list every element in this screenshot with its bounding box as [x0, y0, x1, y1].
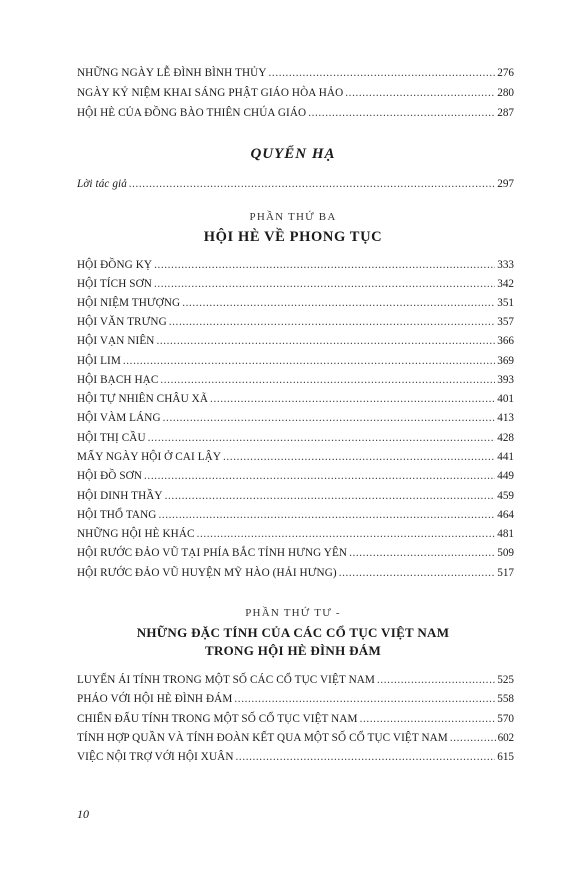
toc-entry: [77, 315, 514, 329]
toc-entry-page: 441: [497, 451, 514, 463]
toc-entry: [77, 277, 514, 291]
toc-entry-page: 428: [497, 432, 514, 444]
toc-entry-label: HỘI NIỆM THƯỢNG: [77, 297, 181, 309]
toc-entry-page: 459: [497, 490, 514, 502]
dot-leader: [163, 411, 496, 425]
toc-entry: [77, 106, 514, 120]
toc-entry: [77, 354, 514, 368]
dot-leader: [169, 315, 495, 329]
toc-entry-page: 276: [497, 67, 514, 79]
dot-leader: [148, 431, 496, 445]
dot-leader: [269, 66, 496, 80]
dot-leader: [144, 469, 495, 483]
toc-entry: [77, 86, 514, 100]
toc-entry-label: HỘI TÍCH SƠN: [77, 278, 152, 290]
toc-entry: [77, 66, 514, 80]
toc-entry-page: 342: [497, 278, 514, 290]
toc-entry-page: 615: [497, 751, 514, 763]
toc-entry: [77, 431, 514, 445]
dot-leader: [129, 177, 495, 191]
dot-leader: [345, 86, 495, 100]
toc-entry-label: HỘI TỰ NHIÊN CHÂU XÃ: [77, 393, 209, 405]
toc-entry-author-note: [77, 177, 514, 191]
dot-leader: [377, 673, 495, 687]
dot-leader: [158, 508, 495, 522]
toc-entry-page: 287: [497, 107, 514, 119]
toc-entry: [77, 258, 514, 272]
toc-entry-page: 393: [497, 374, 514, 386]
toc-entry-label: HỘI DINH THẦY: [77, 490, 163, 502]
toc-entry-label: HỘI RƯỚC ĐẢO VŨ HUYỆN MỸ HÀO (HẢI HƯNG): [77, 567, 337, 579]
toc-entry-page: 464: [497, 509, 514, 521]
toc-entry: [77, 334, 514, 348]
toc-entry-page: 481: [497, 528, 514, 540]
dot-leader: [165, 489, 496, 503]
toc-entry: [77, 566, 514, 580]
toc-entry-page: 558: [497, 693, 514, 705]
toc-entry-label: VIỆC NỘI TRỢ VỚI HỘI XUÂN: [77, 751, 234, 763]
dot-leader: [160, 373, 495, 387]
toc-entry: [77, 469, 514, 483]
volume-title: QUYỂN HẠ: [250, 146, 336, 162]
toc-entry: [77, 527, 514, 541]
dot-leader: [236, 750, 496, 764]
dot-leader: [308, 106, 495, 120]
toc-entry-page: 525: [497, 674, 514, 686]
toc-entry-label: MẤY NGÀY HỘI Ở CAI LẬY: [77, 451, 221, 463]
dot-leader: [156, 334, 495, 348]
toc-entry-page: 570: [497, 713, 514, 725]
toc-entry-page: 602: [497, 732, 514, 744]
toc-entry: [77, 450, 514, 464]
toc-entry-label: NHỮNG HỘI HÈ KHÁC: [77, 528, 195, 540]
toc-entry-label: NGÀY KỶ NIỆM KHAI SÁNG PHẬT GIÁO HÒA HẢO: [77, 87, 344, 99]
toc-entry: [77, 731, 514, 745]
toc-entry-label: HỘI VĂN TRƯNG: [77, 316, 167, 328]
toc-entry: [77, 712, 514, 726]
page-number: 10: [77, 807, 89, 821]
toc-entry: [77, 673, 514, 687]
part3-title: HỘI HÈ VỀ PHONG TỤC: [203, 229, 383, 245]
toc-entry: [77, 508, 514, 522]
toc-entry-label: HỘI ĐỒ SƠN: [77, 470, 143, 482]
toc-entry-label: HỘI ĐỒNG KỴ: [77, 259, 153, 271]
toc-entry-label: TÍNH HỢP QUẦN VÀ TÍNH ĐOÀN KẾT QUA MỘT SỐ CỔ TỤC VIỆT NAM: [77, 732, 448, 744]
dot-leader: [450, 731, 496, 745]
dot-leader: [123, 354, 495, 368]
toc-entry-page: 509: [497, 547, 514, 559]
toc-entry-label: LUYẾN ÁI TÍNH TRONG MỘT SỐ CÁC CỔ TỤC VIỆT NAM: [77, 674, 375, 686]
dot-leader: [349, 546, 495, 560]
dot-leader: [360, 712, 496, 726]
toc-entry-label: HỘI HÈ CỦA ĐỒNG BÀO THIÊN CHÚA GIÁO: [77, 107, 307, 119]
toc-entry-page: 449: [497, 470, 514, 482]
part4-label: PHẦN THỨ TƯ -: [245, 607, 341, 619]
toc-entry-page: 351: [497, 297, 514, 309]
toc-entry-page: 517: [497, 567, 514, 579]
dot-leader: [197, 527, 496, 541]
toc-entry-label: HỘI THỊ CẦU: [77, 432, 146, 444]
toc-entry-label: CHIẾN ĐẤU TÍNH TRONG MỘT SỐ CỔ TỤC VIỆT NAM: [77, 713, 358, 725]
dot-leader: [154, 277, 495, 291]
dot-leader: [339, 566, 496, 580]
toc-entry: [77, 546, 514, 560]
toc-entry-label: PHÁO VỚI HỘI HÈ ĐÌNH ĐÁM: [77, 693, 233, 705]
toc-entry: [77, 373, 514, 387]
toc-entry: [77, 692, 514, 706]
toc-entry-label: HỘI BẠCH HẠC: [77, 374, 159, 386]
toc-entry-page: 401: [497, 393, 514, 405]
part4-title-line2: TRONG HỘI HÈ ĐÌNH ĐÁM: [204, 643, 382, 658]
dot-leader: [223, 450, 495, 464]
toc-entry-label: Lời tác giả: [77, 178, 127, 190]
toc-entry-page: 333: [497, 259, 514, 271]
toc-entry: [77, 392, 514, 406]
toc-entry: [77, 489, 514, 503]
part3-label: PHẦN THỨ BA: [249, 211, 337, 223]
toc-entry-label: NHỮNG NGÀY LỄ ĐÌNH BÌNH THỦY: [77, 67, 267, 79]
toc-entry: [77, 750, 514, 764]
toc-entry: [77, 296, 514, 310]
dot-leader: [154, 258, 495, 272]
part4-title-line1: NHỮNG ĐẶC TÍNH CỦA CÁC CỔ TỤC VIỆT NAM: [136, 625, 450, 640]
toc-entry-page: 297: [497, 178, 514, 190]
toc-entry-page: 280: [497, 87, 514, 99]
toc-entry-label: HỘI LIM: [77, 355, 121, 367]
toc-entry-label: HỘI RƯỚC ĐẢO VŨ TẠI PHÍA BẮC TỈNH HƯNG YÊN: [77, 547, 348, 559]
toc-entry: [77, 411, 514, 425]
toc-entry-page: 366: [497, 335, 514, 347]
toc-entry-label: HỘI VÀM LÁNG: [77, 412, 161, 424]
toc-entry-page: 357: [497, 316, 514, 328]
toc-entry-label: HỘI VẠN NIÊN: [77, 335, 155, 347]
toc-entry-page: 369: [497, 355, 514, 367]
toc-entry-page: 413: [497, 412, 514, 424]
dot-leader: [182, 296, 495, 310]
toc-entry-label: HỘI THỔ TANG: [77, 509, 157, 521]
dot-leader: [210, 392, 495, 406]
dot-leader: [234, 692, 495, 706]
